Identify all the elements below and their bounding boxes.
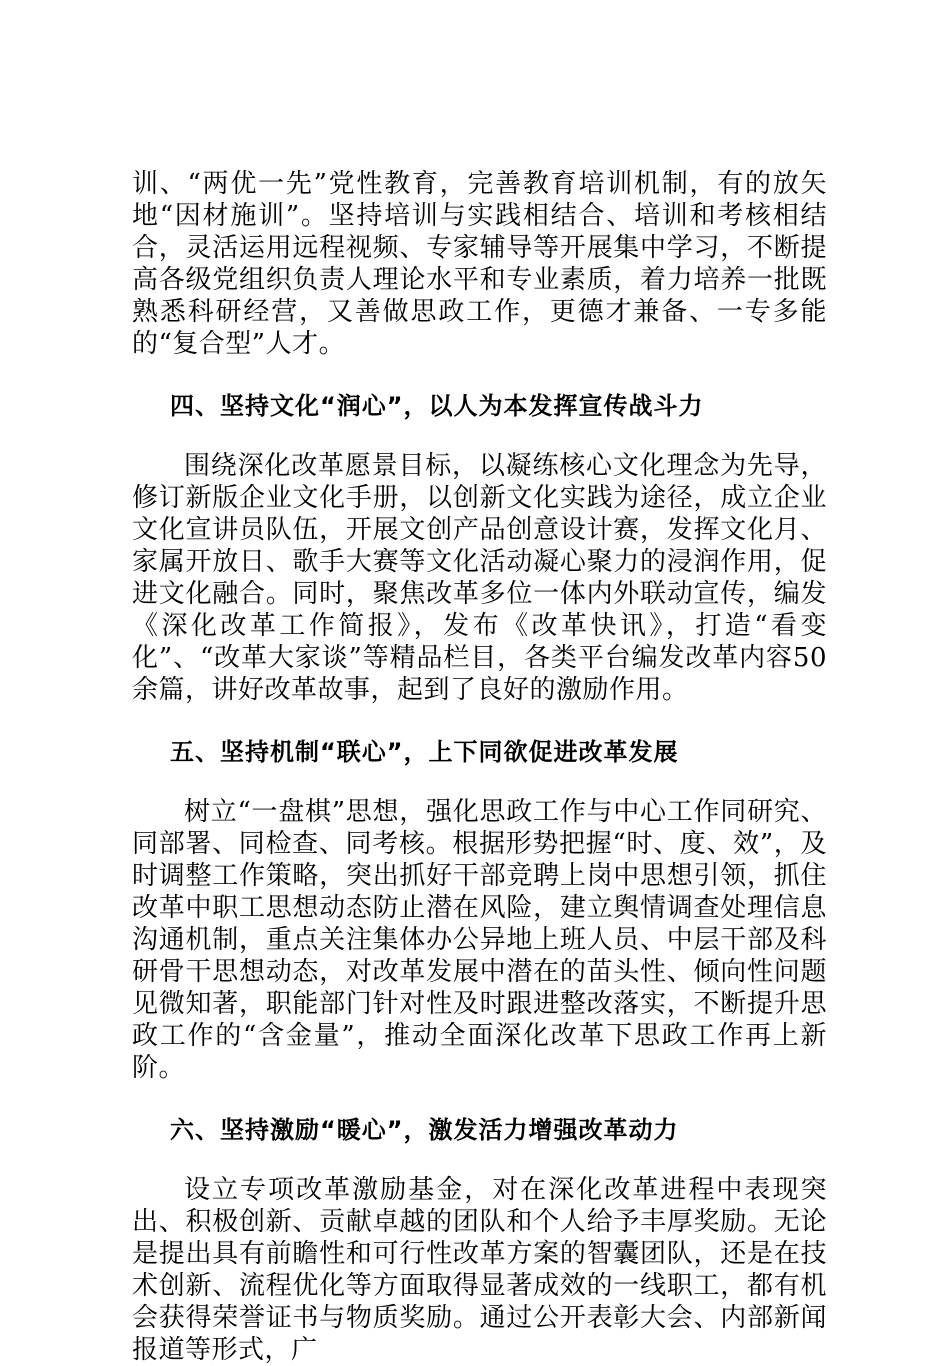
spacer (132, 422, 827, 450)
paragraph-incentive: 设立专项改革激励基金，对在深化改革进程中表现突出、积极创新、贡献卓越的团队和个人给予丰厚奖励。无论是提出具有前瞻性和可行性改革方案的智囊团队，还是在技术创新、流程优化等方面取得显著成效的一线职工，都有机会获得荣誉证书与物质奖励。通过公开表彰大会、内部新闻报道等形式，广 (132, 1175, 827, 1365)
section-heading-4: 四、坚持文化“润心”，以人为本发挥宣传战斗力 (170, 392, 704, 420)
section-heading-5: 五、坚持机制“联心”，上下同欲促进改革发展 (170, 738, 679, 766)
paragraph-culture: 围绕深化改革愿景目标，以凝练核心文化理念为先导，修订新版企业文化手册，以创新文化实践为途径，成立企业文化宣讲员队伍，开展文创产品创意设计赛，发挥文化月、家属开放日、歌手大赛等文化活动凝心聚力的浸润作用，促进文化融合。同时，聚焦改革多位一体内外联动宣传，编发《深化改革工作简报》，发布《改革快讯》，打造“看变化”、“改革大家谈”等精品栏目，各类平台编发改革内容50余篇，讲好改革故事，起到了良好的激励作用。 (132, 451, 827, 705)
spacer (132, 1146, 827, 1174)
document-body (132, 168, 827, 1366)
paragraph-training-continued: 训、“两优一先”党性教育，完善教育培训机制，有的放矢地“因材施训”。坚持培训与实践相结合、培训和考核相结合，灵活运用远程视频、专家辅导等开展集中学习，不断提高各级党组织负责人理论水平和专业素质，着力培养一批既熟悉科研经营，又善做思政工作，更德才兼备、一专多能的“复合型”人才。 (132, 169, 827, 359)
spacer (132, 706, 827, 736)
paragraph-mechanism: 树立“一盘棋”思想，强化思政工作与中心工作同研究、同部署、同检查、同考核。根据形势把握“时、度、效”，及时调整工作策略，突出抓好干部竞聘上岗中思想引领，抓住改革中职工思想动态防止潜在风险，建立舆情调查处理信息沟通机制，重点关注集体办公异地上班人员、中层干部及科研骨干思想动态，对改革发展中潜在的苗头性、倾向性问题见微知著，职能部门针对性及时跟进整改落实，不断提升思政工作的“含金量”，推动全面深化改革下思政工作再上新阶。 (132, 797, 827, 1083)
spacer (132, 768, 827, 796)
spacer (132, 1084, 827, 1114)
section-heading-6: 六、坚持激励“暖心”，激发活力增强改革动力 (170, 1116, 679, 1144)
spacer (132, 360, 827, 390)
